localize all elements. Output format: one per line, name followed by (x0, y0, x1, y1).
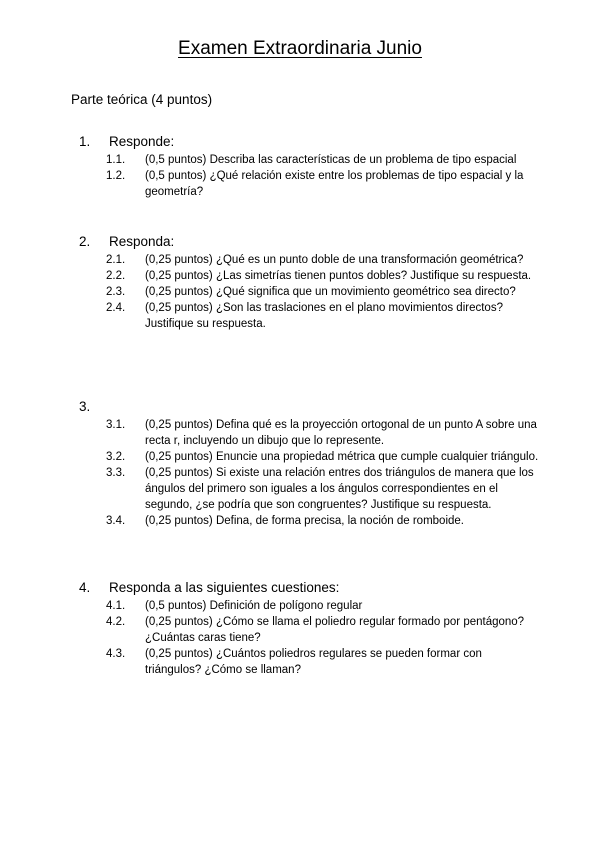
section-number: 4. (79, 580, 91, 595)
section-number: 3. (79, 399, 91, 414)
section-number: 2. (79, 234, 91, 249)
question-item (0, 513, 600, 529)
section-3 (0, 399, 600, 529)
question-item (0, 300, 600, 332)
section-heading (0, 580, 600, 598)
section-2 (0, 234, 600, 332)
question-number: 4.3. (106, 648, 126, 660)
question-item (0, 646, 600, 678)
question-text: (0,25 puntos) Defina qué es la proyección ortogonal de un punto A sobre una recta r, incluyendo un dibujo que lo represente. (145, 419, 537, 447)
section-title: Responda: (109, 234, 175, 249)
question-item (0, 268, 600, 284)
section-1 (0, 134, 600, 200)
question-text: (0,5 puntos) Definición de polígono regular (145, 600, 363, 612)
question-number: 2.3. (106, 286, 126, 298)
section-heading (0, 399, 600, 417)
question-number: 3.3. (106, 467, 126, 479)
question-item (0, 284, 600, 300)
question-number: 3.2. (106, 451, 126, 463)
section-title: Responda a las siguientes cuestiones: (109, 580, 340, 595)
question-number: 2.2. (106, 270, 126, 282)
question-item (0, 449, 600, 465)
question-number: 3.1. (106, 419, 126, 431)
section-4 (0, 580, 600, 678)
question-item (0, 598, 600, 614)
question-number: 2.4. (106, 302, 126, 314)
question-item (0, 417, 600, 449)
question-item (0, 168, 600, 200)
question-number: 4.2. (106, 616, 126, 628)
question-number: 1.1. (106, 154, 126, 166)
question-text: (0,25 puntos) Enuncie una propiedad métrica que cumple cualquier triángulo. (145, 451, 539, 463)
question-text: (0,25 puntos) ¿Qué significa que un movimiento geométrico sea directo? (145, 286, 516, 298)
question-item (0, 152, 600, 168)
question-text: (0,25 puntos) ¿Las simetrías tienen puntos dobles? Justifique su respuesta. (145, 270, 532, 282)
question-number: 3.4. (106, 515, 126, 527)
question-text: (0,25 puntos) ¿Cuántos poliedros regulares se pueden formar con triángulos? ¿Cómo se llaman? (145, 648, 482, 676)
section-heading (0, 234, 600, 252)
section-heading (0, 134, 600, 152)
exam-title: Examen Extraordinaria Junio (178, 38, 422, 59)
question-text: (0,5 puntos) ¿Qué relación existe entre los problemas de tipo espacial y la geometría? (145, 170, 524, 198)
question-text: (0,25 puntos) Defina, de forma precisa, la noción de romboide. (145, 515, 464, 527)
question-item (0, 252, 600, 268)
question-item (0, 465, 600, 513)
section-title: Responde: (109, 134, 175, 149)
question-number: 1.2. (106, 170, 126, 182)
question-text: (0,25 puntos) ¿Cómo se llama el poliedro regular formado por pentágono? ¿Cuántas caras tiene? (145, 616, 525, 644)
section-number: 1. (79, 134, 91, 149)
question-number: 4.1. (106, 600, 126, 612)
question-text: (0,5 puntos) Describa las características de un problema de tipo espacial (145, 154, 517, 166)
question-number: 2.1. (106, 254, 126, 266)
exam-subtitle: Parte teórica (4 puntos) (71, 92, 213, 107)
question-text: (0,25 puntos) ¿Son las traslaciones en el plano movimientos directos? Justifique su respuesta. (145, 302, 503, 330)
question-text: (0,25 puntos) ¿Qué es un punto doble de una transformación geométrica? (145, 254, 524, 266)
question-text: (0,25 puntos) Si existe una relación entres dos triángulos de manera que los ángulos del primero son iguales a los ángulos correspondientes en el segundo, ¿se podría que son congruentes? Justifique su respuesta. (145, 467, 534, 511)
question-item (0, 614, 600, 646)
